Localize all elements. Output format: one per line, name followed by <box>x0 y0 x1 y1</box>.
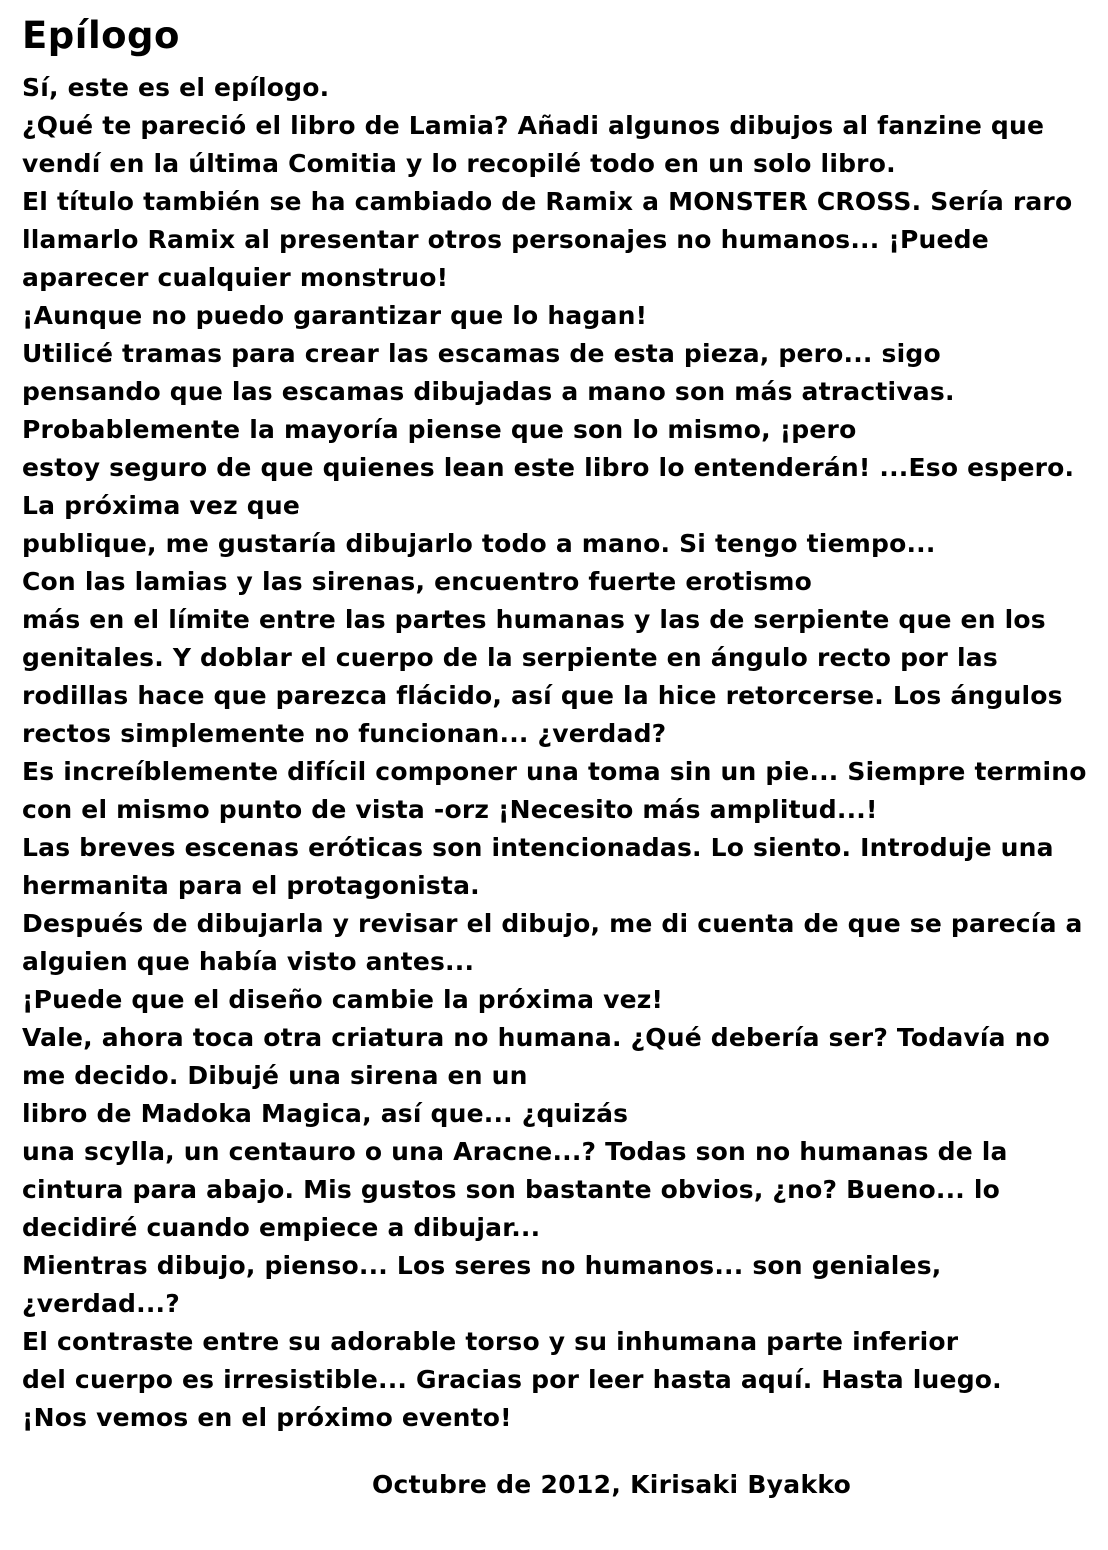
text-line: rectos simplemente no funcionan... ¿verdad? <box>22 719 667 748</box>
text-line: El contraste entre su adorable torso y su inhumana parte inferior <box>22 1327 959 1356</box>
signature: Octubre de 2012, Kirisaki Byakko <box>372 1470 852 1499</box>
text-line: del cuerpo es irresistible... Gracias por leer hasta aquí. Hasta luego. <box>22 1365 1002 1394</box>
text-line: Utilicé tramas para crear las escamas de esta pieza, pero... sigo <box>22 339 941 368</box>
text-line: cintura para abajo. Mis gustos son bastante obvios, ¿no? Bueno... lo <box>22 1175 1001 1204</box>
text-line: pensando que las escamas dibujadas a mano son más atractivas. <box>22 377 955 406</box>
text-line: La próxima vez que <box>22 491 300 520</box>
text-line: aparecer cualquier monstruo! <box>22 263 449 292</box>
text-line: con el mismo punto de vista -orz ¡Necesito más amplitud...! <box>22 795 878 824</box>
text-line: ¿Qué te pareció el libro de Lamia? Añadi algunos dibujos al fanzine que <box>22 111 1045 140</box>
text-line: alguien que había visto antes... <box>22 947 475 976</box>
text-line: Mientras dibujo, pienso... Los seres no humanos... son geniales, <box>22 1251 942 1280</box>
text-line: llamarlo Ramix al presentar otros personajes no humanos... ¡Puede <box>22 225 989 254</box>
text-line: libro de Madoka Magica, así que... ¿quizás <box>22 1099 629 1128</box>
text-line: ¡Puede que el diseño cambie la próxima vez! <box>22 985 664 1014</box>
text-line: Después de dibujarla y revisar el dibujo, me di cuenta de que se parecía a <box>22 909 1083 938</box>
text-line: Es increíblemente difícil componer una toma sin un pie... Siempre termino <box>22 757 1087 786</box>
text-line: una scylla, un centauro o una Aracne...? Todas son no humanas de la <box>22 1137 1008 1166</box>
text-line: Con las lamias y las sirenas, encuentro fuerte erotismo <box>22 567 813 596</box>
text-line: ¿verdad...? <box>22 1289 180 1318</box>
text-line: ¡Aunque no puedo garantizar que lo hagan! <box>22 301 648 330</box>
body-text <box>22 69 1102 1437</box>
page-title: Epílogo <box>22 14 180 57</box>
text-line: me decido. Dibujé una sirena en un <box>22 1061 528 1090</box>
text-line: El título también se ha cambiado de Ramix a MONSTER CROSS. Sería raro <box>22 187 1073 216</box>
text-line: publique, me gustaría dibujarlo todo a mano. Si tengo tiempo... <box>22 529 936 558</box>
text-line: estoy seguro de que quienes lean este libro lo entenderán! ...Eso espero. <box>22 453 1075 482</box>
text-line: Probablemente la mayoría piense que son lo mismo, ¡pero <box>22 415 857 444</box>
text-line: Las breves escenas eróticas son intencionadas. Lo siento. Introduje una <box>22 833 1054 862</box>
text-line: más en el límite entre las partes humanas y las de serpiente que en los <box>22 605 1046 634</box>
text-line: Vale, ahora toca otra criatura no humana. ¿Qué debería ser? Todavía no <box>22 1023 1051 1052</box>
text-line: decidiré cuando empiece a dibujar... <box>22 1213 541 1242</box>
text-line: genitales. Y doblar el cuerpo de la serpiente en ángulo recto por las <box>22 643 998 672</box>
text-line: rodillas hace que parezca flácido, así que la hice retorcerse. Los ángulos <box>22 681 1063 710</box>
text-line: vendí en la última Comitia y lo recopilé todo en un solo libro. <box>22 149 896 178</box>
text-line: ¡Nos vemos en el próximo evento! <box>22 1403 512 1432</box>
text-line: hermanita para el protagonista. <box>22 871 480 900</box>
text-line: Sí, este es el epílogo. <box>22 73 330 102</box>
